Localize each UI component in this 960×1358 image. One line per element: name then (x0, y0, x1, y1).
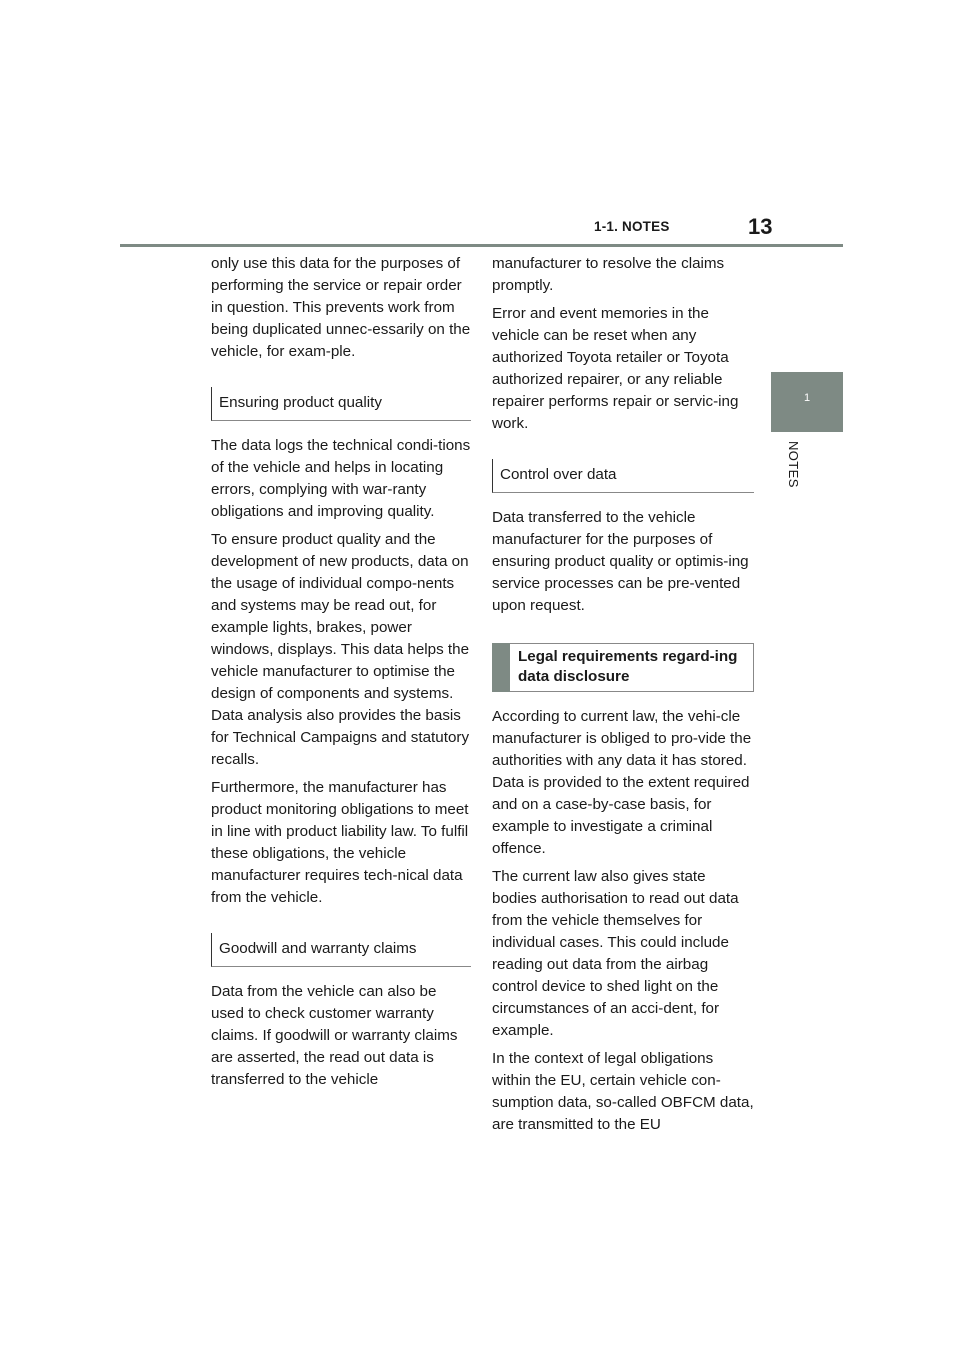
section-heading-legal-requirements (492, 643, 754, 692)
paragraph: manufacturer to resolve the claims promptly. (492, 255, 725, 294)
paragraph: Error and event memories in the vehicle can be reset when any authorized Toyota retailer or Toyota authorized repairer, or any reliable repairer performs repair or servic-ing work. (492, 305, 739, 432)
page-number: 13 (748, 214, 773, 239)
paragraph: only use this data for the purposes of performing the service or repair order in question. This prevents work from being duplicated unnec-essarily on the vehicle, for exam-ple. (211, 255, 471, 360)
paragraph: Furthermore, the manufacturer has product monitoring obligations to meet in line with product liability law. To fulfil these obligations, the vehicle manufacturer requires tech-nical data from the vehicle. (211, 779, 469, 906)
paragraph: According to current law, the vehi-cle manufacturer is obliged to pro-vide the authorities with any data it has stored. Data is provided to the extent required and on a case-by-case basis, for example to investigate a criminal offence. (492, 708, 752, 857)
chapter-side-label (782, 441, 806, 501)
paragraph: To ensure product quality and the development of new products, data on the usage of individual compo-nents and systems may be read out, for example lights, brakes, power windows, displays. This data helps the vehicle manufacturer to optimise the design of components and systems. Data analysis also provides the basis for Technical Campaigns and statutory recalls. (211, 531, 470, 768)
paragraph: The data logs the technical condi-tions of the vehicle and helps in locating errors, complying with war-ranty obligations and improving quality. (211, 437, 471, 520)
paragraph: The current law also gives state bodies authorisation to read out data from the vehicle themselves for individual cases. This could include reading out data from the airbag control device to shed light on the circumstances of an acci-dent, for example. (492, 868, 739, 1039)
section-heading-product-quality: Ensuring product quality (211, 387, 471, 421)
running-header-section: 1-1. NOTES (594, 219, 670, 234)
header-rule (120, 244, 843, 247)
left-column (211, 253, 471, 1097)
chapter-tab-number: 1 (803, 392, 811, 404)
chapter-side-label-text: NOTES (786, 441, 801, 488)
heading-marker-bar (492, 643, 510, 692)
paragraph: In the context of legal obligations within the EU, certain vehicle con-sumption data, so-called OBFCM data, are transmitted to the EU (492, 1050, 754, 1133)
section-heading-control-over-data: Control over data (492, 459, 754, 493)
paragraph: Data transferred to the vehicle manufacturer for the purposes of ensuring product quality or optimis-ing service processes can be pre-vented upon request. (492, 509, 749, 614)
heading-text: Legal requirements regard-ing data disclosure (518, 648, 738, 685)
chapter-tab (771, 372, 843, 432)
right-column (492, 253, 754, 1142)
paragraph: Data from the vehicle can also be used to check customer warranty claims. If goodwill or warranty claims are asserted, the read out data is transferred to the vehicle (211, 983, 458, 1088)
section-heading-goodwill: Goodwill and warranty claims (211, 933, 471, 967)
